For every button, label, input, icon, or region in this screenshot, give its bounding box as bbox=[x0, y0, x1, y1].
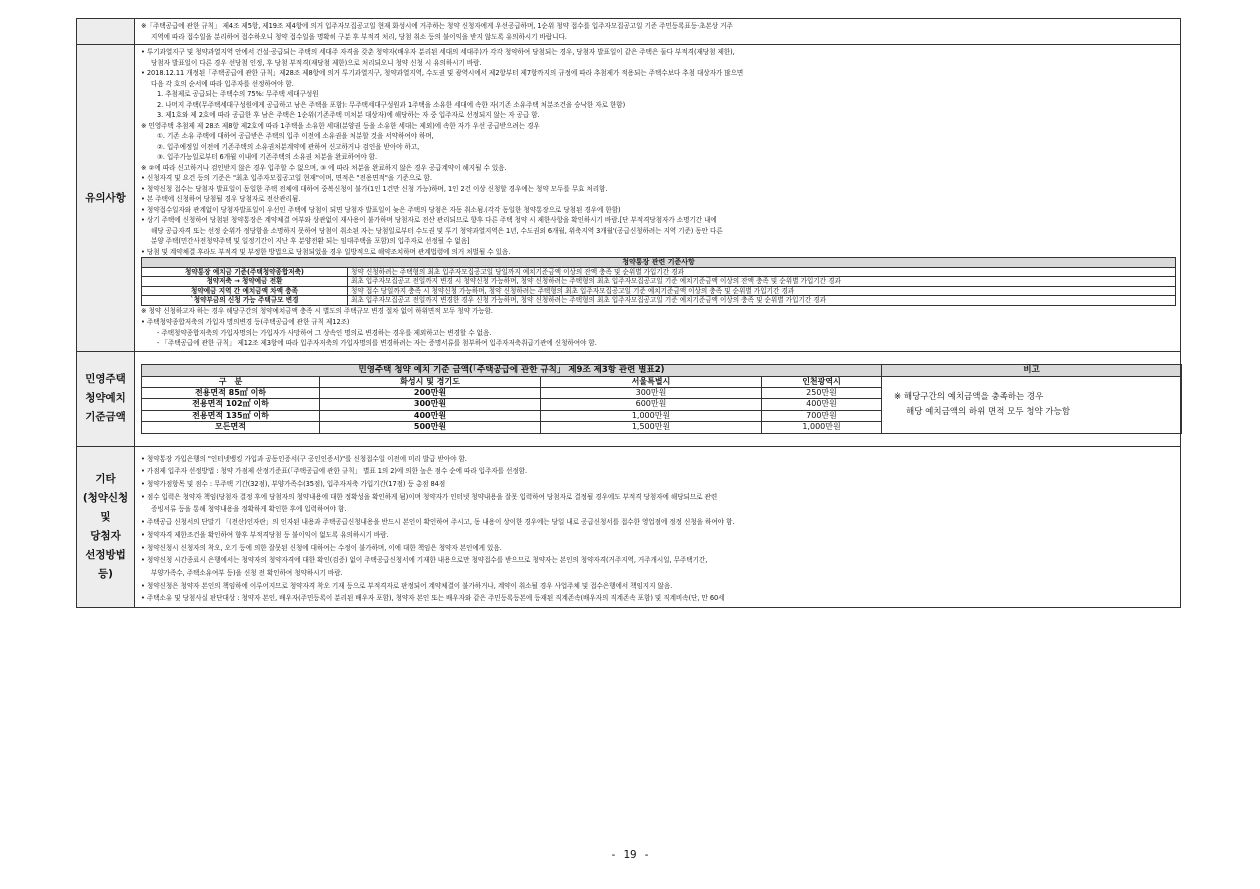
text-line: • 청약접수일자와 관계없이 당첨자발표일이 우선인 주택에 당첨이 되면 당첨자 발표일이 늦은 주택의 당첨은 자동 취소됨.(각각 동일한 청약통장으로 당첨된 경우에 한함) bbox=[141, 205, 621, 214]
text-line: • 본 주택에 신청하여 당첨될 경우 당첨자로 전산관리됨. bbox=[141, 195, 301, 203]
notes-row bbox=[77, 45, 1181, 352]
notes-after-lines bbox=[141, 306, 1176, 349]
text-line: ※「주택공급에 관한 규칙」 제4조 제5항, 제19조 제4항에 의거 입주자모집공고일 현재 화성시에 거주하는 청약 신청자에게 우선공급하며, 1순위 청약 접수를 입주자모집공고일 기준 주민등록표등·초본상 거주 bbox=[141, 22, 733, 30]
label-line: 청약예치 bbox=[85, 392, 126, 405]
text-line: ※ 청약 신청하고자 하는 경우 해당구간의 청약예치금액 충족 시 별도의 주택규모 변경 절차 없이 하위면적 모두 청약 가능함. bbox=[141, 306, 493, 315]
area-cell: 전용면적 135㎡ 이하 bbox=[142, 410, 320, 421]
remark-line: ※ 해당구간의 예치금액을 충족하는 경우 bbox=[894, 391, 1044, 402]
text-line: 3. 제1호와 제 2호에 따라 공급한 후 남은 주택은 1순위(기존주택 미처분 대상자)에 해당하는 자 중 입주자로 선정되지 않는 자 공급 함. bbox=[157, 111, 540, 119]
amount-body bbox=[135, 352, 1181, 446]
text-line: • 청약신청 시간종료시 은행에서는 청약자의 청약자격에 대한 확인(검증) 없이 주택공급신청서에 기재한 내용으로만 청약접수를 받으므로 청약자는 본인의 청약자격(거주지역, 거주개시일, 무주택기간, bbox=[141, 556, 708, 565]
col-header: 인천광역시 bbox=[762, 376, 882, 387]
deposit-value: 최초 입주자모집공고 전일까지 변경 시 청약신청 가능하며, 청약 신청하려는 주택형의 최초 입주자모집공고일 기준 예치기준금액 이상의 잔액 충족 및 순위별 가입기간 경과 bbox=[348, 277, 1176, 287]
label-line: 당첨자 bbox=[90, 529, 121, 542]
text-line: • 주택공급 신청서의 단말기 「(전산)인자란」의 인자된 내용과 주택공급신청내용을 반드시 본인이 확인하여 주시고, 동 내용이 상이한 경우에는 당일 내로 공급신청서를 접수한 영업점에 정정 신청을 하여야 함. bbox=[141, 518, 735, 527]
label-line: 기준금액 bbox=[85, 411, 126, 424]
deposit-key: `청약부금의 신청 가능 주택규모 변경 bbox=[142, 296, 348, 306]
remark-cell bbox=[882, 376, 1182, 433]
deposit-row bbox=[142, 277, 1176, 287]
etc-label bbox=[77, 446, 135, 607]
text-line: ※ 민영주택 추첨제 제 28조 제8항 제2호에 따라 1주택을 소유한 세대(분양권 등을 소유한 세대는 제외)에 속한 자가 우선 공급받으려는 경우 bbox=[141, 121, 540, 130]
amount-cell: 700만원 bbox=[762, 410, 882, 421]
top-notice-body bbox=[135, 19, 1181, 45]
amount-table-title: 민영주택 청약 예치 기준 금액(「주택공급에 관한 규칙」 제9조 제3항 관련 별표2) bbox=[142, 365, 882, 376]
text-line: 부양가족수, 주택소유여부 등)을 신청 전 확인하여 청약하시기 바람. bbox=[151, 568, 343, 577]
text-line: ②. 입주예정일 이전에 기존주택의 소유권처분계약에 관하여 신고하거나 검인을 받아야 하고, bbox=[157, 142, 420, 151]
deposit-row bbox=[142, 267, 1176, 277]
text-line: • 점수 입력은 청약자 책임(당첨자 결정 후에 당첨자의 청약내용에 대한 정확성을 확인하게 됨)이며 청약자가 인터넷 청약내용을 잘못 입력하여 당첨자로 결정될 경우에도 부적격 당첨자에 해당되므로 관련 bbox=[141, 492, 718, 501]
top-notice-row bbox=[77, 19, 1181, 45]
label-line: 선정방법 등) bbox=[85, 548, 126, 580]
text-line: 1. 추첨제로 공급되는 주택수의 75%: 무주택 세대구성원 bbox=[157, 90, 319, 98]
amount-cell: 250만원 bbox=[762, 387, 882, 398]
notes-body bbox=[135, 45, 1181, 352]
col-header: 서울특별시 bbox=[541, 376, 762, 387]
deposit-value: 청약 접수 당일까지 충족 시 청약신청 가능하며, 청약 신청하려는 주택형의 최초 입주자모집공고일 기준 예치기준금액 이상의 충족 및 순위별 가입기간 경과 bbox=[348, 286, 1176, 296]
top-notice-label bbox=[77, 19, 135, 45]
area-cell: 모든면적 bbox=[142, 422, 320, 433]
text-line: • 청약신청은 청약자 본인의 책임하에 이루어지므로 청약자격 착오 기재 등으로 부적격자로 판정되어 계약체결이 불가하거나, 계약이 취소될 경우 사업주체 및 접수은행에서 책임지지 않음. bbox=[141, 581, 673, 590]
text-line: 해당 공급자격 또는 선정 순위가 정당함을 소명하지 못하여 당첨이 취소된 자는 당첨일로부터 수도권 및 투기 청약과열지역은 1년, 수도권외 6개월, 위축지역 3개월'(공급신청하려는 지역 기준) 동안 다른 bbox=[151, 226, 723, 235]
etc-row bbox=[77, 446, 1181, 607]
text-line: 지역에 따라 접수일을 분리하여 접수하오니 청약 접수일을 명확히 구분 후 부적격 처리, 당첨 취소 등의 불이익을 받지 않도록 유의하시기 바랍니다. bbox=[151, 32, 567, 41]
amount-cell: 400만원 bbox=[320, 410, 541, 421]
label-line: (청약신청 및 bbox=[82, 491, 129, 523]
text-line: 증빙서류 등을 통해 청약내용을 정확하게 확인한 후에 입력하여야 함. bbox=[151, 505, 347, 514]
etc-lines bbox=[141, 453, 1176, 605]
text-line: 당첨자 발표일이 다른 경우 선당첨 인정, 후 당첨 부적격(재당첨 제한)으로 처리되오니 청약 신청 시 유의하시기 바람. bbox=[151, 58, 482, 67]
deposit-row bbox=[142, 286, 1176, 296]
deposit-amount-table bbox=[141, 364, 1182, 433]
amount-cell: 300만원 bbox=[320, 399, 541, 410]
page-number: - 19 - bbox=[610, 848, 650, 861]
text-line: 분양 주택(민간사전청약주택 및 일정기간이 지난 후 분양전환 되는 임대주택을 포함)의 입주자로 선정될 수 없음] bbox=[151, 237, 470, 245]
text-line: • 청약신청 접수는 당첨자 발표일이 동일한 주택 전체에 대하여 중복신청이 불가(1인 1건만 신청 가능)하며, 1인 2건 이상 신청할 경우에는 청약 모두를 무효 처리함. bbox=[141, 184, 608, 193]
amount-label bbox=[77, 352, 135, 446]
deposit-standard-table bbox=[141, 257, 1176, 306]
text-line: 2. 나머지 주택(무주택세대구성원에게 공급하고 남은 주택을 포함): 무주택세대구성원과 1주택을 소유한 세대에 속한 자(기존 소유주택 처분조건을 승낙한 자로 한함) bbox=[157, 100, 626, 109]
text-line: • 청약신청시 신청자의 착오, 오기 등에 의한 잘못된 신청에 대하여는 수정이 불가하며, 이에 대한 책임은 청약자 본인에게 있음. bbox=[141, 543, 502, 552]
text-line: - 「주택공급에 관한 규칙」 제12조 제3항에 따라 입주자저축의 가입자명의를 변경하려는 자는 증명서류를 첨부하여 입주자저축취급기관에 신청하여야 함. bbox=[157, 339, 597, 348]
amount-cell: 200만원 bbox=[320, 387, 541, 398]
amount-cell: 1,000만원 bbox=[541, 410, 762, 421]
deposit-row bbox=[142, 296, 1176, 306]
text-line: ③. 입주가능일로부터 6개월 이내에 기존주택의 소유권 처분을 완료하여야 함. bbox=[157, 153, 378, 161]
deposit-value: 청약 신청하려는 주택형의 최초 입주자모집공고일 당일까지 예치기준금액 이상의 잔액 충족 및 순위별 가입기간 경과 bbox=[348, 267, 1176, 277]
text-line: 다음 각 호의 순서에 따라 입주자를 선정하여야 함. bbox=[151, 79, 294, 88]
col-header: 구 분 bbox=[142, 376, 320, 387]
text-line: • 당첨 및 계약체결 후라도 부적격 및 부정한 방법으로 당첨되었을 경우 일방적으로 해약조치하며 관계법령에 의거 처벌될 수 있음. bbox=[141, 247, 511, 256]
text-line: • 청약가점항목 및 점수 : 무주택 기간(32점), 부양가족수(35점), 입주자저축 가입기간(17점) 등 총점 84점 bbox=[141, 480, 446, 488]
text-line: • 상기 주택에 신청하여 당첨된 청약통장은 계약체결 여부와 상관없이 재사용이 불가하며 당첨자로 전산 관리되므로 향후 다른 주택 청약 시 제한사항을 확인하시기 바람.[단 부적격당첨자가 소명기간 내에 bbox=[141, 216, 717, 224]
text-line: • 가점제 입주자 선정방법 : 청약 가점제 산정기준표(「주택공급에 관한 규칙」 별표 1의 2)에 의한 높은 점수 순에 따라 입주자를 선정함. bbox=[141, 467, 528, 476]
amount-cell: 400만원 bbox=[762, 399, 882, 410]
amount-cell: 1,000만원 bbox=[762, 422, 882, 433]
deposit-key: 청약예금 지역 간 예치금액 차액 충족 bbox=[142, 286, 348, 296]
notice-table bbox=[76, 18, 1181, 608]
notes-lines bbox=[141, 47, 1176, 257]
deposit-key: 청약저축 → 청약예금 전환 bbox=[142, 277, 348, 287]
deposit-table-title: 청약통장 관련 기준사항 bbox=[142, 258, 1176, 268]
text-line: ※ ②에 따라 신고하거나 검인받지 않은 경우 입주할 수 없으며, ③ 에 따라 처분을 완료하지 않은 경우 공급계약이 해지될 수 있음. bbox=[141, 163, 507, 172]
text-line: • 주택청약종합저축의 가입자 명의변경 등(주택공급에 관한 규칙 제12조) bbox=[141, 317, 350, 326]
document-page bbox=[76, 18, 1180, 608]
amount-cell: 600만원 bbox=[541, 399, 762, 410]
amount-cell: 300만원 bbox=[541, 387, 762, 398]
text-line: ①. 기존 소유 주택에 대하여 공급받은 주택의 입주 이전에 소유권을 처분할 것을 서약하여야 하며, bbox=[157, 132, 434, 140]
amount-row bbox=[77, 352, 1181, 446]
remark-header: 비고 bbox=[882, 365, 1182, 376]
text-line: • 주택소유 및 당첨사실 판단대상 : 청약자 본인, 배우자(주민등록이 분리된 배우자 포함), 청약자 본인 또는 배우자와 같은 주민등록등본에 등재된 직계존속(배우자의 직계존속 포함) 및 직계비속(단, 만 60세 bbox=[141, 594, 725, 603]
deposit-key: 청약통장 예치금 기준(주택청약종합저축) bbox=[142, 267, 348, 277]
amount-cell: 500만원 bbox=[320, 422, 541, 433]
text-line: • 신청자격 및 요건 등의 기준은 "최초 입주자모집공고일 현재"이며, 면적은 "전용면적"을 기준으로 함. bbox=[141, 174, 432, 182]
col-header: 화성시 및 경기도 bbox=[320, 376, 541, 387]
area-cell: 전용면적 85㎡ 이하 bbox=[142, 387, 320, 398]
etc-body bbox=[135, 446, 1181, 607]
text-line: • 투기과열지구 및 청약과열지역 안에서 건설·공급되는 주택의 세대주 자격을 갖춘 청약자(배우자 분리된 세대의 세대주)가 각각 청약하여 당첨되는 경우, 당첨자 발표일이 같은 주택은 둘다 부적격(재당첨 제한), bbox=[141, 48, 735, 56]
text-line: • 청약자격 제한조건을 확인하여 향후 부적격당첨 등 불이익이 없도록 유의하시기 바람. bbox=[141, 530, 389, 539]
text-line: • 2018.12.11 개정된「주택공급에 관한 규칙」제28조 제8항에 의거 투기과열지구, 청약과열지역, 수도권 및 광역시에서 제2항부터 제7항까지의 규정에 따라 추첨제가 적용되는 주택수보다 추첨 대상자가 많으면 bbox=[141, 69, 744, 77]
text-line: - 주택청약종합저축의 가입자명의는 가입자가 사망하여 그 상속인 명의로 변경하는 경우를 제외하고는 변경할 수 없음. bbox=[157, 328, 492, 337]
text-line: • 청약통장 가입은행의 "인터넷뱅킹 가입과 공동인증서(구 공인인증서)"를 신청접수일 이전에 미리 발급 받아야 함. bbox=[141, 454, 467, 463]
deposit-value: 최초 입주자모집공고 전일까지 변경한 경우 신청 가능하며, 청약 신청하려는 주택형의 최초 입주자모집공고일 기준 예치기준금액 이상의 충족 및 순위별 가입기간 경과 bbox=[348, 296, 1176, 306]
label-line: 기타 bbox=[95, 472, 116, 485]
label-line: 민영주택 bbox=[85, 373, 126, 386]
remark-line: 해당 예치금액의 하위 면적 모두 청약 가능함 bbox=[906, 406, 1071, 417]
notes-label: 유의사항 bbox=[77, 45, 135, 352]
amount-cell: 1,500만원 bbox=[541, 422, 762, 433]
area-cell: 전용면적 102㎡ 이하 bbox=[142, 399, 320, 410]
